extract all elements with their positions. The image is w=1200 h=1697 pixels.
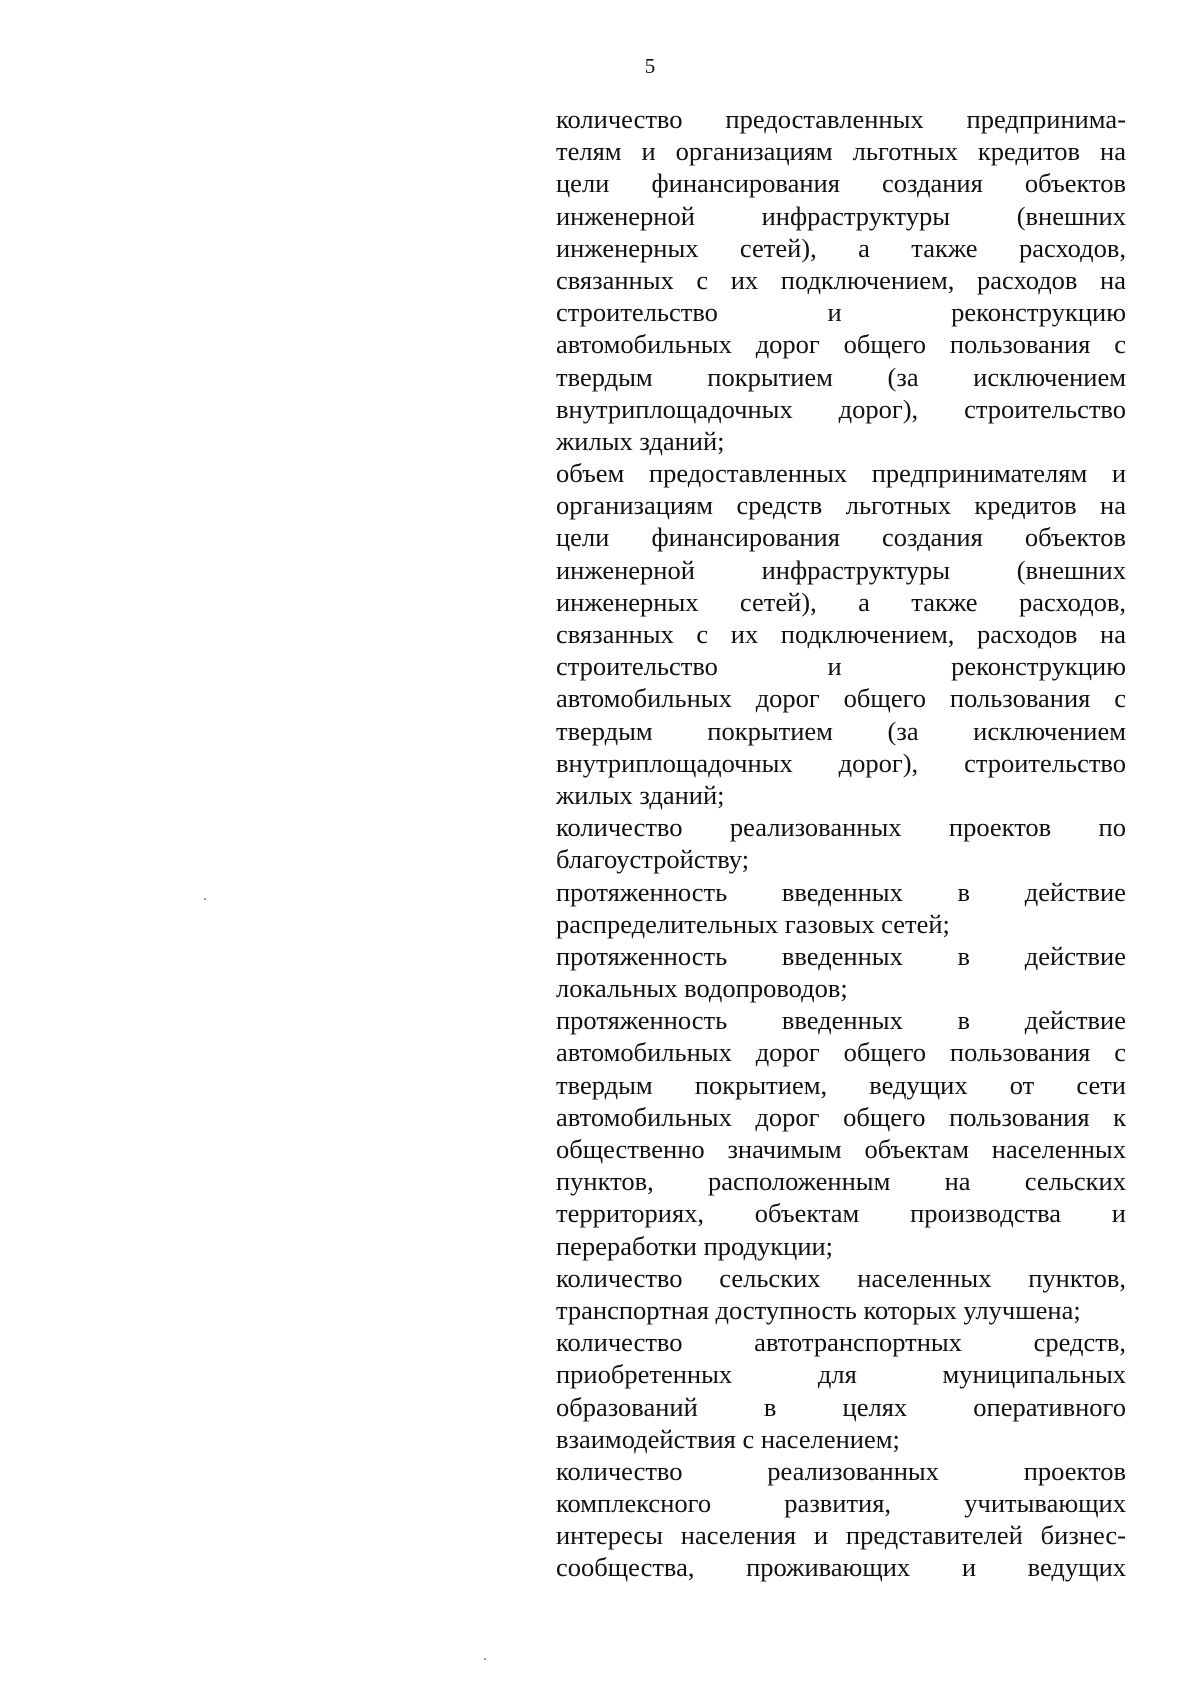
text-line: пунктов, расположенным на сельских <box>556 1166 1126 1197</box>
text-line: инженерных сетей), а также расходов, <box>556 586 1126 617</box>
text-line: распределительных газовых сетей; <box>556 908 950 939</box>
text-line: цели финансирования создания объектов <box>556 168 1126 199</box>
text-line: автомобильных дорог общего пользования с <box>556 1037 1126 1068</box>
text-line: количество сельских населенных пунктов, <box>556 1262 1126 1293</box>
text-line: автомобильных дорог общего пользования к <box>556 1101 1126 1132</box>
scan-speck <box>484 1658 486 1660</box>
text-line: строительство и реконструкцию <box>556 651 1126 682</box>
text-line: образований в целях оперативного <box>556 1391 1126 1422</box>
text-line: объем предоставленных предпринимателям и <box>556 458 1126 489</box>
text-line: инженерных сетей), а также расходов, <box>556 232 1126 263</box>
text-line: жилых зданий; <box>556 779 725 810</box>
text-line: локальных водопроводов; <box>556 973 848 1004</box>
text-line: протяженность введенных в действие <box>556 876 1126 907</box>
text-line: жилых зданий; <box>556 425 725 456</box>
text-line: количество предоставленных предпринима- <box>556 104 1126 134</box>
text-line: сообщества, проживающих и ведущих <box>556 1552 1126 1583</box>
text-line: цели финансирования создания объектов <box>556 522 1126 553</box>
text-line: организациям средств льготных кредитов на <box>556 490 1126 521</box>
text-line: взаимодействия с населением; <box>556 1423 900 1454</box>
text-line: инженерной инфраструктуры (внешних <box>556 200 1126 231</box>
scan-speck <box>204 898 206 900</box>
page-number: 5 <box>644 54 656 78</box>
text-line: переработки продукции; <box>556 1230 834 1261</box>
text-line: приобретенных для муниципальных <box>556 1359 1126 1390</box>
text-line: количество реализованных проектов по <box>556 812 1126 843</box>
text-line: твердым покрытием (за исключением <box>556 715 1126 746</box>
text-line: количество автотранспортных средств, <box>556 1327 1126 1358</box>
text-line: инженерной инфраструктуры (внешних <box>556 554 1126 585</box>
text-line: количество реализованных проектов <box>556 1455 1126 1486</box>
text-line: автомобильных дорог общего пользования с <box>556 683 1126 714</box>
text-line: протяженность введенных в действие <box>556 940 1126 971</box>
text-line: территориях, объектам производства и <box>556 1198 1126 1229</box>
text-line: общественно значимым объектам населенных <box>556 1134 1126 1164</box>
text-line: связанных с их подключением, расходов на <box>556 264 1126 295</box>
text-line: твердым покрытием, ведущих от сети <box>556 1069 1126 1100</box>
text-line: протяженность введенных в действие <box>556 1005 1126 1036</box>
text-line: связанных с их подключением, расходов на <box>556 619 1126 649</box>
body-text-column <box>556 103 1126 1584</box>
text-line: телям и организациям льготных кредитов на <box>556 136 1126 167</box>
text-line: автомобильных дорог общего пользования с <box>556 329 1126 360</box>
text-line: транспортная доступность которых улучшена; <box>556 1294 1081 1325</box>
text-line: внутриплощадочных дорог), строительство <box>556 393 1126 424</box>
text-line: строительство и реконструкцию <box>556 297 1126 328</box>
text-line: твердым покрытием (за исключением <box>556 361 1126 392</box>
text-line: внутриплощадочных дорог), строительство <box>556 747 1126 778</box>
text-line: комплексного развития, учитывающих <box>556 1488 1126 1519</box>
text-line: интересы населения и представителей бизнес- <box>556 1520 1126 1551</box>
text-line: благоустройству; <box>556 844 750 875</box>
